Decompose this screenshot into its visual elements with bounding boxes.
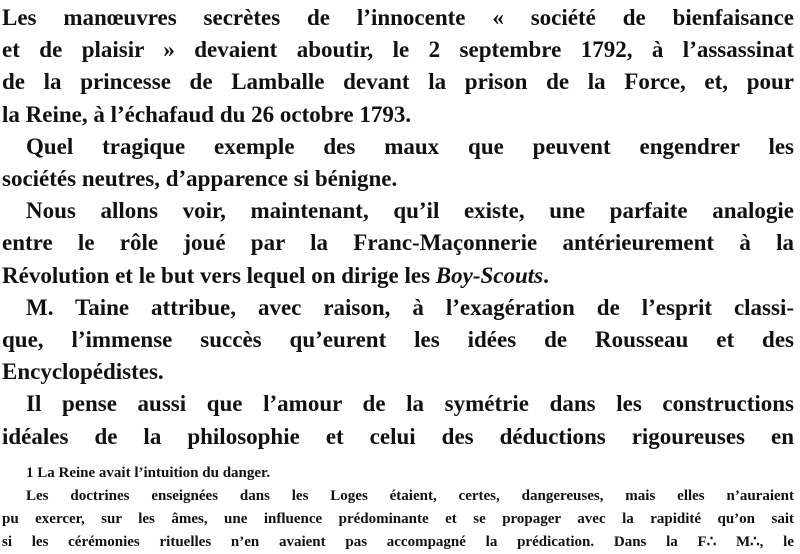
- text-line: la Reine, à l’échafaud du 26 octobre 1793.: [2, 101, 412, 127]
- text-line: et de plaisir » devaient aboutir, le 2 septembre 1792, à l’assassinat: [2, 37, 794, 63]
- text-line: Encyclopédistes.: [2, 359, 164, 385]
- text-line: Quel tragique exemple des maux que peuvent engendrer les: [26, 133, 794, 159]
- text-line: M. Taine attribue, avec raison, à l’exagération de l’esprit classi-: [26, 294, 794, 320]
- text-segment: .: [543, 262, 549, 288]
- footnote-line: 1 La Reine avait l’intuition du danger.: [26, 465, 271, 481]
- footnote-line: Les doctrines enseignées dans les Loges étaient, certes, dangereuses, mais elles n’auraient: [26, 488, 794, 504]
- text-line: Nous allons voir, maintenant, qu’il existe, une parfaite analogie: [26, 198, 794, 224]
- paragraph-3: [2, 195, 794, 292]
- text-line: que, l’immense succès qu’eurent les idées de Rousseau et des: [2, 327, 794, 353]
- text-segment: Révolution et le but vers lequel on dirige les: [2, 262, 436, 288]
- paragraph-5: [2, 388, 794, 452]
- text-line: idéales de la philosophie et celui des déductions rigoureuses en: [2, 423, 794, 449]
- paragraph-2: [2, 131, 794, 195]
- main-text: [2, 2, 794, 453]
- footnote-line: si les cérémonies rituelles n’en avaient pas accompagné la prédication. Dans la F∴ M∴, le: [2, 534, 794, 550]
- paragraph-4: [2, 292, 794, 389]
- text-line: Les manœuvres secrètes de l’innocente « société de bienfaisance: [2, 5, 794, 30]
- text-line: [2, 260, 794, 292]
- text-line: sociétés neutres, d’apparence si bénigne.: [2, 166, 398, 192]
- text-line: Il pense aussi que l’amour de la symétrie dans les constructions: [26, 391, 794, 417]
- paragraph-1: [2, 2, 794, 131]
- italic-term: Boy-Scouts: [435, 262, 544, 288]
- footnotes: [2, 462, 794, 554]
- footnote-line: pu exercer, sur les âmes, une influence prédominante et se propager avec la rapidité qu’on sait: [2, 511, 794, 527]
- text-line: entre le rôle joué par la Franc-Maçonnerie antérieurement à la: [2, 230, 794, 256]
- text-line: de la princesse de Lamballe devant la prison de la Force, et, pour: [2, 69, 794, 95]
